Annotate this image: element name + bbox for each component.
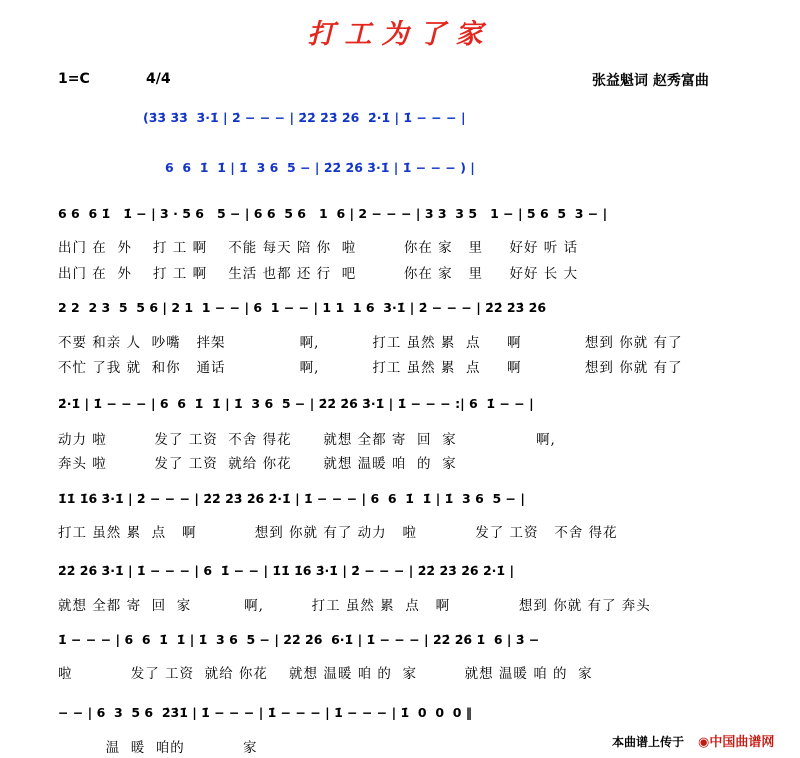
time-signature: 4/4 [146, 71, 171, 87]
notes: − − | 6 3 5 6 2̇3̇1̇ | 1̇ − − − | 1̇ − − − | 1̇ − − − | 1̇ 0 0 0 ‖ [58, 705, 473, 720]
score-row-4 [0, 488, 800, 510]
score-row-3 [0, 393, 800, 415]
lyric-text: 不要 和亲 人 吵嘴 拌架 啊, 打工 虽然 累 点 啊 想到 你就 有了 [58, 335, 683, 351]
lyric-text: 出门 在 外 打 工 啊 不能 每天 陪 你 啦 你在 家 里 好好 听 话 [58, 240, 579, 256]
score-row-6 [0, 629, 800, 651]
score-row-7 [0, 702, 800, 724]
intro-notes-1: (3̇3̇ 3̇3̇ 3̇·1̇ | 2̇ − − − | 2̇2̇ 2̇3̇ 2̇6̇ 2̇·1̇ | 1̇ − − − | [143, 110, 466, 125]
logo-icon: ◉ [698, 735, 710, 750]
lyric-verse-1 [0, 428, 800, 448]
lyric-text: 出门 在 外 打 工 啊 生活 也都 还 行 吧 你在 家 里 好好 长 大 [58, 266, 579, 282]
credits: 张益魁词 赵秀富曲 [592, 73, 709, 89]
lyric-text: 啦 发了 工资 就给 你花 就想 温暖 咱 的 家 就想 温暖 咱 的 家 [58, 666, 593, 682]
intro-line-1 [0, 107, 800, 129]
intro-line-2 [0, 157, 800, 179]
lyric-verse-2 [0, 356, 800, 376]
lyric-text: 奔头 啦 发了 工资 就给 你花 就想 温暖 咱 的 家 [58, 456, 457, 472]
lyric-text: 不忙 了我 就 和你 通话 啊, 打工 虽然 累 点 啊 想到 你就 有了 [58, 360, 683, 376]
lyric-text: 动力 啦 发了 工资 不舍 得花 就想 全都 寄 回 家 啊, [58, 432, 556, 448]
song-title: 打工为了家 [307, 19, 493, 50]
key-signature: 1=C [58, 71, 90, 87]
intro-notes-2: 6 6 1̇ 1̇ | 1̇ 3 6 5 − | 2̇2̇ 2̇6̇ 3̇·1̇ | 1̇ − − − ) | [165, 160, 475, 175]
lyric-verse-1 [0, 236, 800, 256]
lyric-verse-2 [0, 452, 800, 472]
notes: 2̇·1̇ | 1̇ − − − | 6 6 1̇ 1̇ | 1̇ 3 6 5 − | 2̇2̇ 2̇6̇ 3̇·1̇ | 1̇ − − − :| 6 1̇ − − | [58, 396, 534, 411]
notes: 1̇1̇ 1̇6̇ 3̇·1̇ | 2̇ − − − | 2̇2̇ 2̇3̇ 2̇6̇ 2̇·1̇ | 1̇ − − − | 6 6 1̇ 1̇ | 1̇ 3 6 5 − | [58, 491, 525, 506]
site-logo[interactable] [698, 731, 774, 750]
logo-text: 中国曲谱网 [709, 735, 775, 750]
score-row-2 [0, 297, 800, 319]
lyric-verse-1 [0, 331, 800, 351]
score-row-5 [0, 560, 800, 582]
lyric-verse-1 [0, 662, 800, 682]
notes: 1̇ − − − | 6 6 1̇ 1̇ | 1̇ 3 6 5 − | 2̇2̇ 2̇6̇ 6·1̇ | 1̇ − − − | 2̇2̇ 2̇6̇ 1̇ 6 | 3̇ − [58, 632, 540, 647]
lyric-verse-1 [0, 521, 800, 541]
lyric-text: 温 暖 咱的 家 [58, 740, 258, 756]
score-row-1 [0, 203, 800, 225]
lyric-verse-1 [0, 594, 800, 614]
notes: 6 6 6 1̇ 1̇ − | 3 · 5 6 5 − | 6 6 5 6 1 6 | 2 − − − | 3 3 3 5 1 − | 5 6 5 3 − | [58, 206, 608, 221]
notes: 2̇2̇ 2̇6̇ 3̇·1̇ | 1̇ − − − | 6 1̇ − − | 1̇1̇ 1̇6̇ 3̇·1̇ | 2̇ − − − | 2̇2̇ 2̇3̇ 2̇6̇ 2̇·1̇ | [58, 563, 515, 578]
lyric-text: 就想 全都 寄 回 家 啊, 打工 虽然 累 点 啊 想到 你就 有了 奔头 [58, 598, 651, 614]
notes: 2 2 2 3 5 5 6 | 2 1 1 − − | 6 1 − − | 1 1 1 6 3·1̇ | 2̇ − − − | 2̇2̇ 2̇3̇ 2̇6̇ [58, 300, 547, 315]
lyric-text: 打工 虽然 累 点 啊 想到 你就 有了 动力 啦 发了 工资 不舍 得花 [58, 525, 618, 541]
lyric-verse-2 [0, 262, 800, 282]
upload-note: 本曲谱上传于 [612, 735, 685, 749]
